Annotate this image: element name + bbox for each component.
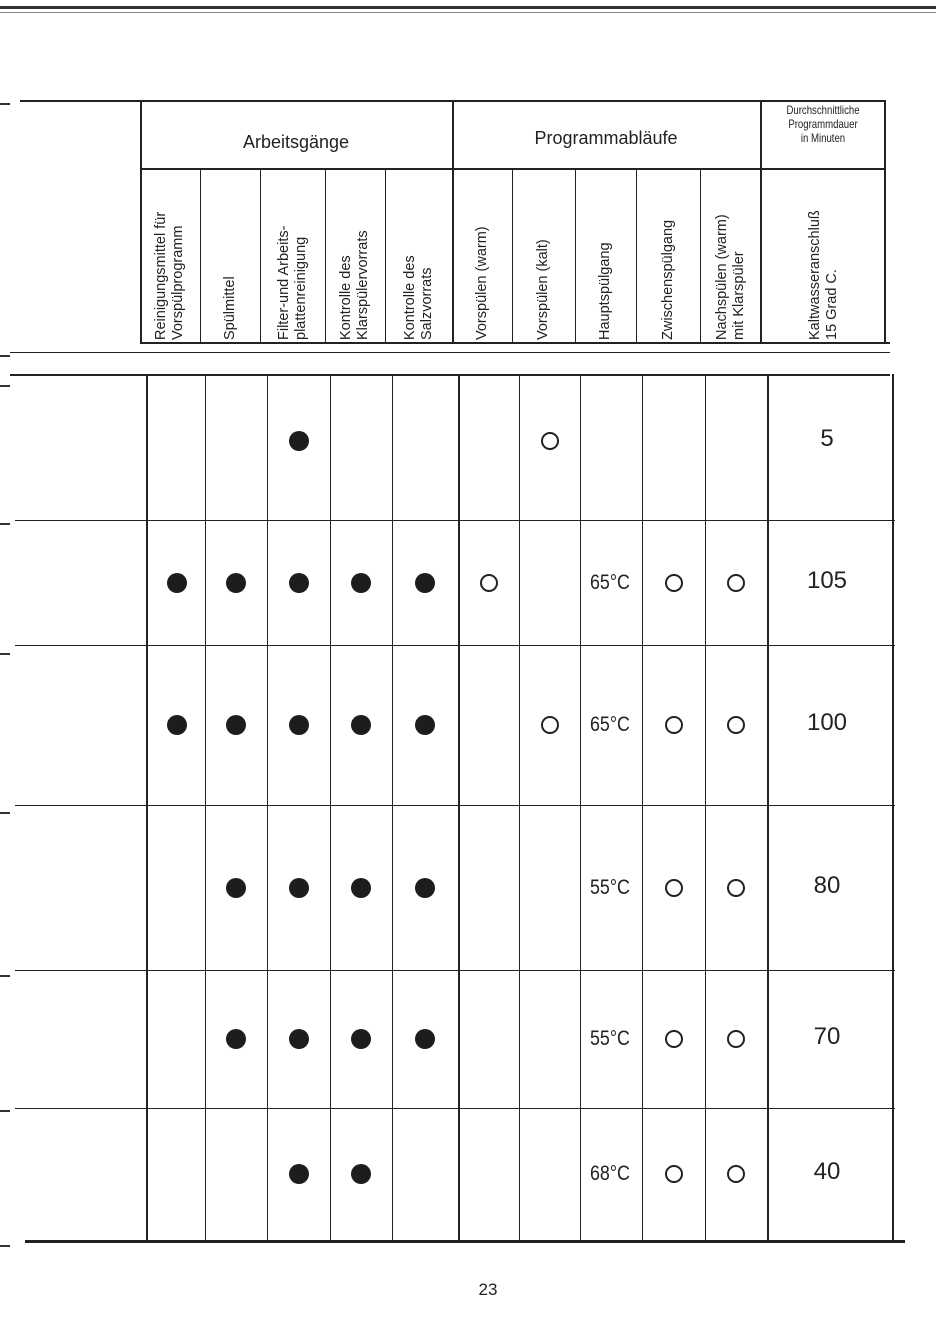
group-title-programmablaeufe: Programmabläufe: [534, 128, 678, 148]
filled-dot-marker: [351, 573, 371, 593]
open-circle-marker: [665, 879, 683, 897]
filled-dot-marker: [289, 1164, 309, 1184]
open-circle-marker: [541, 432, 559, 450]
column-header: Kontrolle des Salzvorrats: [401, 255, 435, 340]
filled-dot-marker: [289, 1029, 309, 1049]
program-duration: 105: [806, 566, 848, 594]
filled-dot-marker: [351, 1029, 371, 1049]
header-vline: [636, 168, 637, 342]
body-vline: [267, 374, 268, 1240]
margin-tick: [0, 1110, 10, 1112]
open-circle-marker: [480, 574, 498, 592]
column-header: Spülmittel: [221, 276, 238, 340]
program-duration: 5: [820, 425, 834, 452]
body-vline: [767, 374, 769, 1240]
header-vline: [325, 168, 326, 342]
column-header: Filter-und Arbeits- plattenreinigung: [275, 225, 309, 340]
program-duration: 40: [813, 1158, 841, 1185]
margin-tick: [0, 653, 10, 655]
filled-dot-marker: [415, 878, 435, 898]
body-vline: [892, 374, 894, 1240]
open-circle-marker: [727, 879, 745, 897]
column-header: Vorspülen (warm): [473, 226, 490, 340]
body-vline: [392, 374, 393, 1240]
filled-dot-marker: [167, 715, 187, 735]
program-duration: 70: [813, 1023, 841, 1050]
body-vline: [705, 374, 706, 1240]
filled-dot-marker: [289, 431, 309, 451]
column-header: Hauptspülgang: [597, 242, 613, 340]
column-header: Kaltwasseranschluß 15 Grad C.: [807, 210, 840, 340]
filled-dot-marker: [226, 1029, 246, 1049]
filled-dot-marker: [415, 1029, 435, 1049]
open-circle-marker: [665, 716, 683, 734]
column-header: Reinigungsmittel für Vorspülprogramm: [153, 211, 186, 340]
page-number: 23: [478, 1280, 498, 1299]
column-header: Kontrolle des Klarspülervorrats: [338, 230, 371, 340]
open-circle-marker: [727, 1165, 745, 1183]
open-circle-marker: [727, 716, 745, 734]
margin-tick: [0, 975, 10, 977]
main-wash-temperature: 55°C: [590, 1027, 630, 1050]
column-header: Vorspülen (kalt): [535, 239, 551, 340]
body-vline: [458, 374, 460, 1240]
margin-tick: [0, 523, 10, 525]
header-vline: [385, 168, 386, 342]
open-circle-marker: [727, 574, 745, 592]
main-wash-temperature: 68°C: [590, 1162, 630, 1185]
open-circle-marker: [541, 716, 559, 734]
margin-tick: [0, 355, 10, 357]
header-vline: [700, 168, 701, 342]
margin-tick: [0, 1245, 10, 1247]
filled-dot-marker: [226, 715, 246, 735]
header-vline: [260, 168, 261, 342]
main-wash-temperature: 55°C: [590, 875, 630, 899]
open-circle-marker: [665, 1165, 683, 1183]
header-vline: [512, 168, 513, 342]
body-row-line: [25, 1240, 905, 1243]
program-duration: 100: [806, 709, 848, 736]
header-vline: [760, 100, 762, 342]
filled-dot-marker: [289, 715, 309, 735]
group-title-arbeitsgaenge: Arbeitsgänge: [242, 132, 350, 152]
margin-tick: [0, 103, 10, 105]
header-bottom-line: [140, 342, 890, 344]
main-wash-temperature: 65°C: [590, 713, 630, 736]
filled-dot-marker: [289, 573, 309, 593]
filled-dot-marker: [351, 878, 371, 898]
body-vline: [519, 374, 520, 1240]
body-vline: [580, 374, 581, 1240]
filled-dot-marker: [415, 573, 435, 593]
header-vline: [200, 168, 201, 342]
open-circle-marker: [665, 574, 683, 592]
top-rule: [0, 6, 936, 9]
body-vline: [642, 374, 643, 1240]
duration-title-line: in Minuten: [800, 131, 846, 145]
duration-title-line: Programmdauer: [788, 117, 858, 131]
margin-tick: [0, 385, 10, 387]
filled-dot-marker: [351, 715, 371, 735]
open-circle-marker: [727, 1030, 745, 1048]
main-wash-temperature: 65°C: [590, 570, 630, 594]
filled-dot-marker: [167, 573, 187, 593]
filled-dot-marker: [226, 573, 246, 593]
body-vline: [146, 374, 148, 1240]
header-vline: [575, 168, 576, 342]
filled-dot-marker: [351, 1164, 371, 1184]
filled-dot-marker: [226, 878, 246, 898]
top-rule-thin: [0, 12, 936, 13]
column-header: Nachspülen (warm) mit Klarspüler: [714, 214, 747, 340]
header-sub-line: [10, 352, 890, 353]
filled-dot-marker: [289, 878, 309, 898]
column-header: Zwischenspülgang: [659, 219, 676, 340]
open-circle-marker: [665, 1030, 683, 1048]
program-duration: 80: [813, 871, 841, 899]
body-vline: [205, 374, 206, 1240]
filled-dot-marker: [415, 715, 435, 735]
header-vline: [884, 100, 886, 342]
duration-title-line: Durchschnittliche: [786, 103, 860, 117]
header-group-line: [140, 168, 886, 170]
margin-tick: [0, 812, 10, 814]
body-vline: [330, 374, 331, 1240]
body-top-line: [10, 374, 890, 376]
